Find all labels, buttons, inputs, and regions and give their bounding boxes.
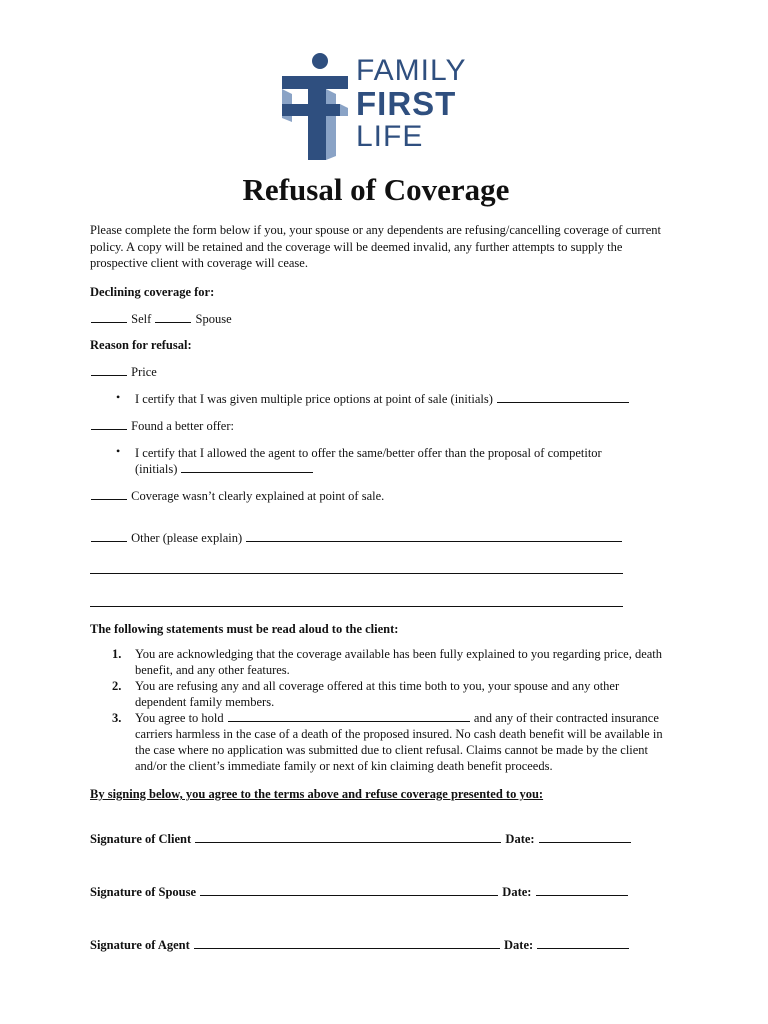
price-certify-text: I certify that I was given multiple price options at point of sale (initials) — [135, 392, 493, 406]
stylized-person-f-icon — [278, 52, 352, 162]
statement-number: 1. — [112, 647, 122, 661]
logo-word-life: LIFE — [356, 120, 424, 153]
self-blank[interactable] — [91, 311, 127, 323]
spouse-date-field[interactable] — [536, 884, 628, 896]
bullet-icon: • — [116, 390, 121, 404]
other-explain-line-3[interactable] — [90, 606, 623, 607]
statement-item — [90, 710, 670, 774]
price-certify — [135, 391, 630, 407]
client-signature-row — [90, 831, 632, 847]
family-first-life-logo — [278, 52, 478, 164]
client-date-field[interactable] — [539, 831, 631, 843]
spouse-signature-label: Signature of Spouse — [90, 885, 197, 899]
agent-signature-field[interactable] — [194, 937, 500, 949]
price-option — [90, 364, 157, 380]
other-option — [90, 530, 623, 546]
declining-options — [90, 311, 232, 327]
better-certify-line2 — [135, 461, 314, 477]
spouse-blank[interactable] — [155, 311, 191, 323]
agent-date-label: Date: — [504, 938, 534, 952]
statement-text: You are refusing any and all coverage offered at this time both to you, your spouse and any other dependent family members. — [135, 679, 620, 709]
client-signature-field[interactable] — [195, 831, 501, 843]
declining-heading: Declining coverage for: — [90, 285, 215, 299]
other-explain-line-2[interactable] — [90, 573, 623, 574]
other-label: Other (please explain) — [131, 531, 243, 545]
price-blank[interactable] — [91, 364, 127, 376]
better-offer-label: Found a better offer: — [131, 419, 234, 433]
statement-number: 2. — [112, 679, 122, 693]
not-explained-label: Coverage wasn’t clearly explained at point of sale. — [131, 489, 385, 503]
better-certify-line1: I certify that I allowed the agent to offer the same/better offer than the proposal of competitor — [135, 446, 602, 460]
not-explained-option — [90, 488, 384, 504]
agent-signature-row — [90, 937, 630, 953]
price-initials-blank[interactable] — [497, 391, 629, 403]
statement-text-before: You agree to hold — [135, 711, 224, 725]
logo-word-family: FAMILY — [356, 54, 467, 87]
self-label: Self — [131, 312, 152, 326]
spouse-signature-row — [90, 884, 629, 900]
better-offer-option — [90, 418, 234, 434]
statement-number: 3. — [112, 711, 122, 725]
agent-date-field[interactable] — [537, 937, 629, 949]
better-offer-blank[interactable] — [91, 418, 127, 430]
client-date-label: Date: — [505, 832, 535, 846]
statement-item — [90, 678, 670, 710]
better-initials-blank[interactable] — [181, 461, 313, 473]
statements-heading: The following statements must be read aloud to the client: — [90, 622, 399, 636]
agent-name-blank[interactable] — [228, 710, 470, 722]
logo-wordmark — [356, 54, 466, 153]
logo-word-first: FIRST — [356, 85, 457, 122]
agreement-statement: By signing below, you agree to the terms above and refuse coverage presented to you: — [90, 787, 544, 801]
spouse-label: Spouse — [195, 312, 232, 326]
other-explain-blank[interactable] — [246, 530, 622, 542]
client-signature-label: Signature of Client — [90, 832, 192, 846]
price-label: Price — [131, 365, 157, 379]
statements-list — [90, 646, 670, 774]
page-title: Refusal of Coverage — [242, 172, 510, 207]
not-explained-blank[interactable] — [91, 488, 127, 500]
better-certify-initials-label: (initials) — [135, 462, 178, 476]
bullet-icon: • — [116, 444, 121, 458]
spouse-date-label: Date: — [502, 885, 532, 899]
statement-text: You are acknowledging that the coverage available has been fully explained to you regarding price, death benefit, and any other features. — [135, 647, 663, 677]
spouse-signature-field[interactable] — [200, 884, 498, 896]
other-blank[interactable] — [91, 530, 127, 542]
agent-signature-label: Signature of Agent — [90, 938, 190, 952]
reason-heading: Reason for refusal: — [90, 338, 192, 352]
statement-text-after: and any of their contracted insurance carriers harmless in the case of a death of the proposed insured. No cash death benefit will be available in the case where no application was submitted due to client refusal. Claims cannot be made by the client and/or the client’s immediate family or next of kin claiming death benefit proceeds. — [135, 711, 663, 773]
statement-item — [90, 646, 670, 678]
intro-paragraph: Please complete the form below if you, your spouse or any dependents are refusing/cancelling coverage of current policy. A copy will be retained and the coverage will be deemed invalid, any further attempts to supply the prospective client with coverage will cease. — [90, 223, 661, 270]
